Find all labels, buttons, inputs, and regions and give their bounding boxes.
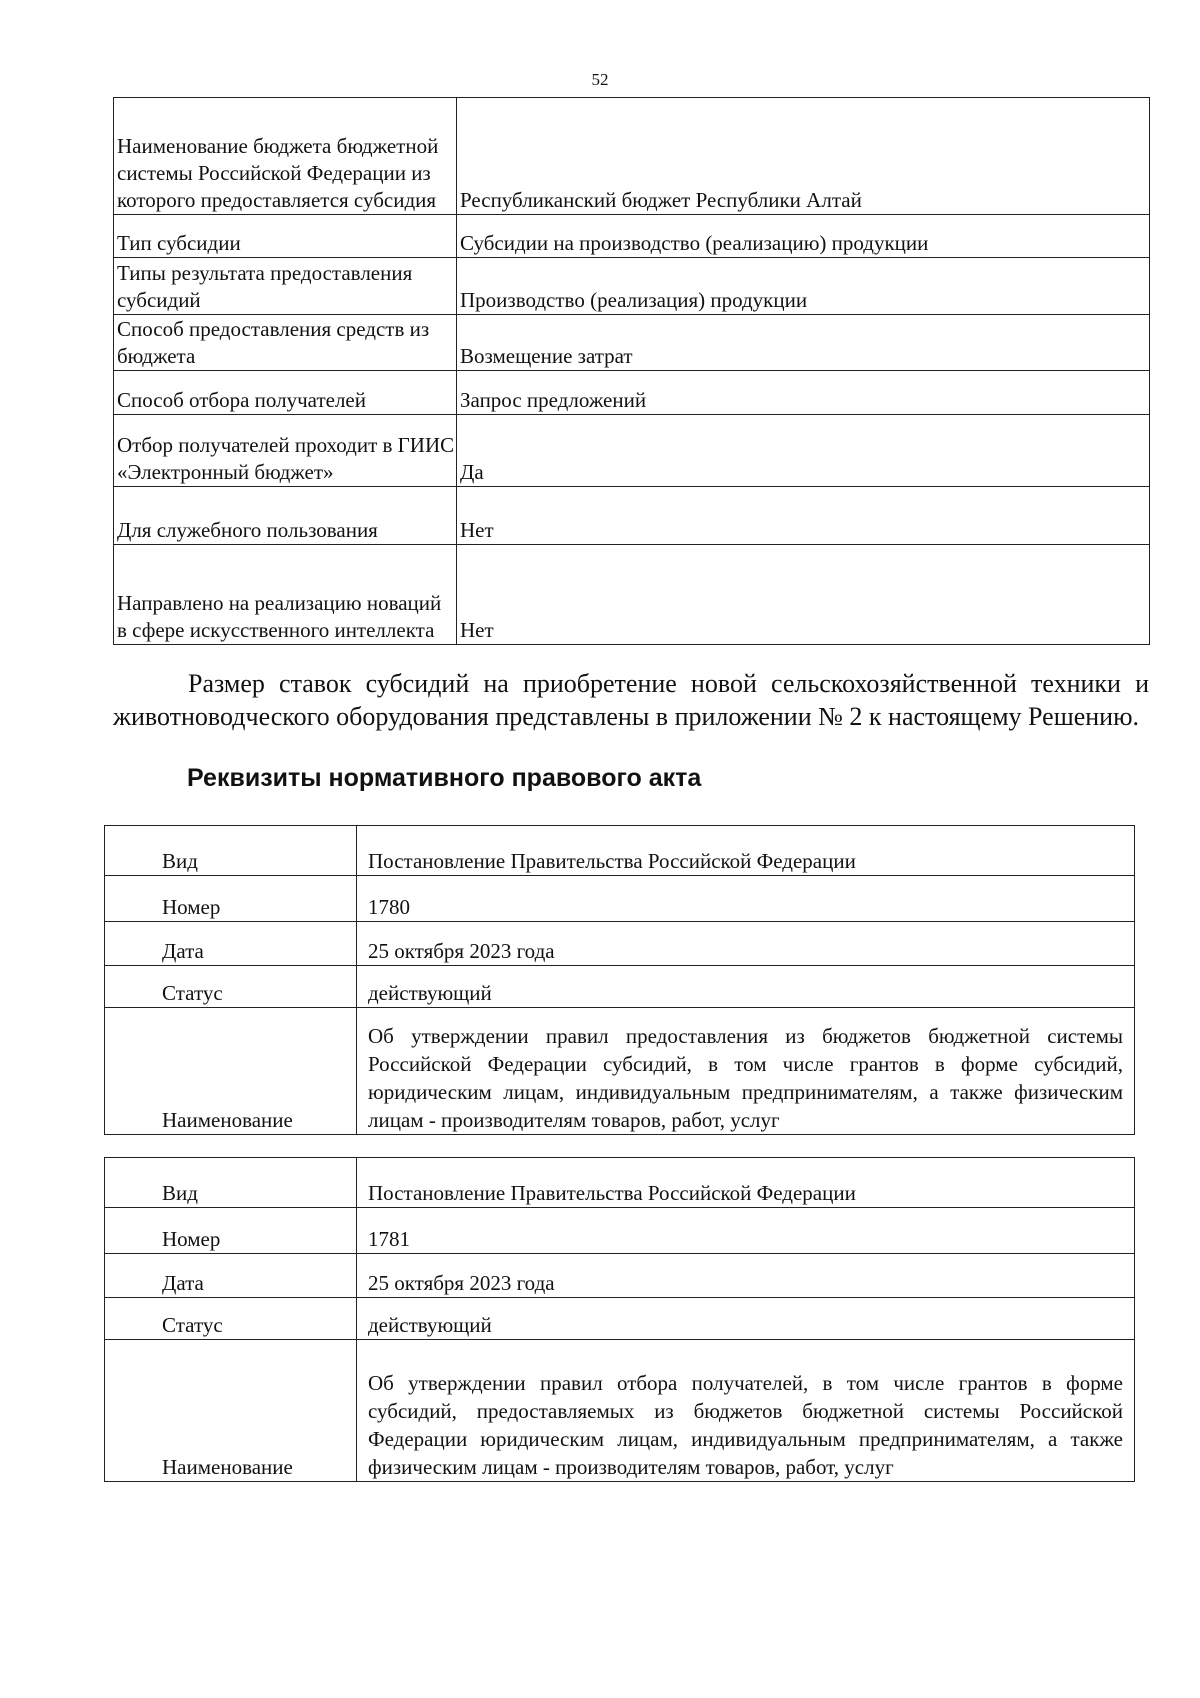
table-row	[105, 922, 1135, 966]
passport-label: Отбор получателей проходит в ГИИС «Электронный бюджет»	[114, 415, 457, 487]
legal-act-table-2	[104, 1157, 1135, 1482]
act-name-label: Наименование	[105, 1008, 357, 1135]
passport-value: Республиканский бюджет Республики Алтай	[457, 98, 1150, 215]
passport-value: Нет	[457, 545, 1150, 645]
act-kind-value: Постановление Правительства Российской Федерации	[357, 1158, 1135, 1208]
passport-label: Направлено на реализацию новаций в сфере искусственного интеллекта	[114, 545, 457, 645]
table-row	[105, 1208, 1135, 1254]
table-row	[114, 371, 1150, 415]
act-number-label: Номер	[105, 1208, 357, 1254]
passport-label: Способ предоставления средств из бюджета	[114, 315, 457, 371]
act-number-value: 1780	[357, 876, 1135, 922]
passport-value: Нет	[457, 487, 1150, 545]
table-row	[105, 1298, 1135, 1340]
act-kind-label: Вид	[105, 1158, 357, 1208]
act-date-label: Дата	[105, 1254, 357, 1298]
act-kind-label: Вид	[105, 826, 357, 876]
passport-label: Типы результата предоставления субсидий	[114, 258, 457, 315]
act-date-value: 25 октября 2023 года	[357, 1254, 1135, 1298]
act-status-label: Статус	[105, 966, 357, 1008]
legal-act-table-1	[104, 825, 1135, 1135]
table-row	[114, 415, 1150, 487]
act-status-value: действующий	[357, 966, 1135, 1008]
table-row	[114, 315, 1150, 371]
table-row	[105, 1340, 1135, 1482]
table-row	[114, 215, 1150, 258]
act-date-value: 25 октября 2023 года	[357, 922, 1135, 966]
act-date-label: Дата	[105, 922, 357, 966]
table-row	[114, 545, 1150, 645]
subsidy-rates-paragraph: Размер ставок субсидий на приобретение новой сельскохозяйственной техники и животноводческого оборудования представлены в приложении № 2 к настоящему Решению.	[113, 669, 1149, 731]
table-row	[114, 98, 1150, 215]
act-name-value: Об утверждении правил предоставления из бюджетов бюджетной системы Российской Федерации субсидий, в том числе грантов в форме субсидий, юридическим лицам, индивидуальным предпринимателям, а также физическим лицам - производителям товаров, работ, услуг	[357, 1008, 1135, 1135]
subsidy-passport-table	[113, 97, 1150, 645]
act-status-value: действующий	[357, 1298, 1135, 1340]
table-row	[105, 1158, 1135, 1208]
passport-value: Запрос предложений	[457, 371, 1150, 415]
section-heading: Реквизиты нормативного правового акта	[187, 764, 702, 792]
act-number-value: 1781	[357, 1208, 1135, 1254]
table-row	[105, 966, 1135, 1008]
table-row	[105, 876, 1135, 922]
table-row	[105, 1254, 1135, 1298]
table-row	[105, 1008, 1135, 1135]
passport-value: Производство (реализация) продукции	[457, 258, 1150, 315]
passport-label: Тип субсидии	[114, 215, 457, 258]
act-number-label: Номер	[105, 876, 357, 922]
passport-value: Да	[457, 415, 1150, 487]
passport-value: Субсидии на производство (реализацию) продукции	[457, 215, 1150, 258]
act-name-value: Об утверждении правил отбора получателей, в том числе грантов в форме субсидий, предоставляемых из бюджетов бюджетной системы Российской Федерации юридическим лицам, индивидуальным предпринимателям, а также физическим лицам - производителям товаров, работ, услуг	[357, 1340, 1135, 1482]
table-row	[105, 826, 1135, 876]
passport-label: Для служебного пользования	[114, 487, 457, 545]
page-number: 52	[591, 70, 609, 89]
passport-label: Наименование бюджета бюджетной системы Российской Федерации из которого предоставляется субсидия	[114, 98, 457, 215]
passport-value: Возмещение затрат	[457, 315, 1150, 371]
passport-label: Способ отбора получателей	[114, 371, 457, 415]
table-row	[114, 258, 1150, 315]
act-status-label: Статус	[105, 1298, 357, 1340]
act-kind-value: Постановление Правительства Российской Федерации	[357, 826, 1135, 876]
table-row	[114, 487, 1150, 545]
act-name-label: Наименование	[105, 1340, 357, 1482]
